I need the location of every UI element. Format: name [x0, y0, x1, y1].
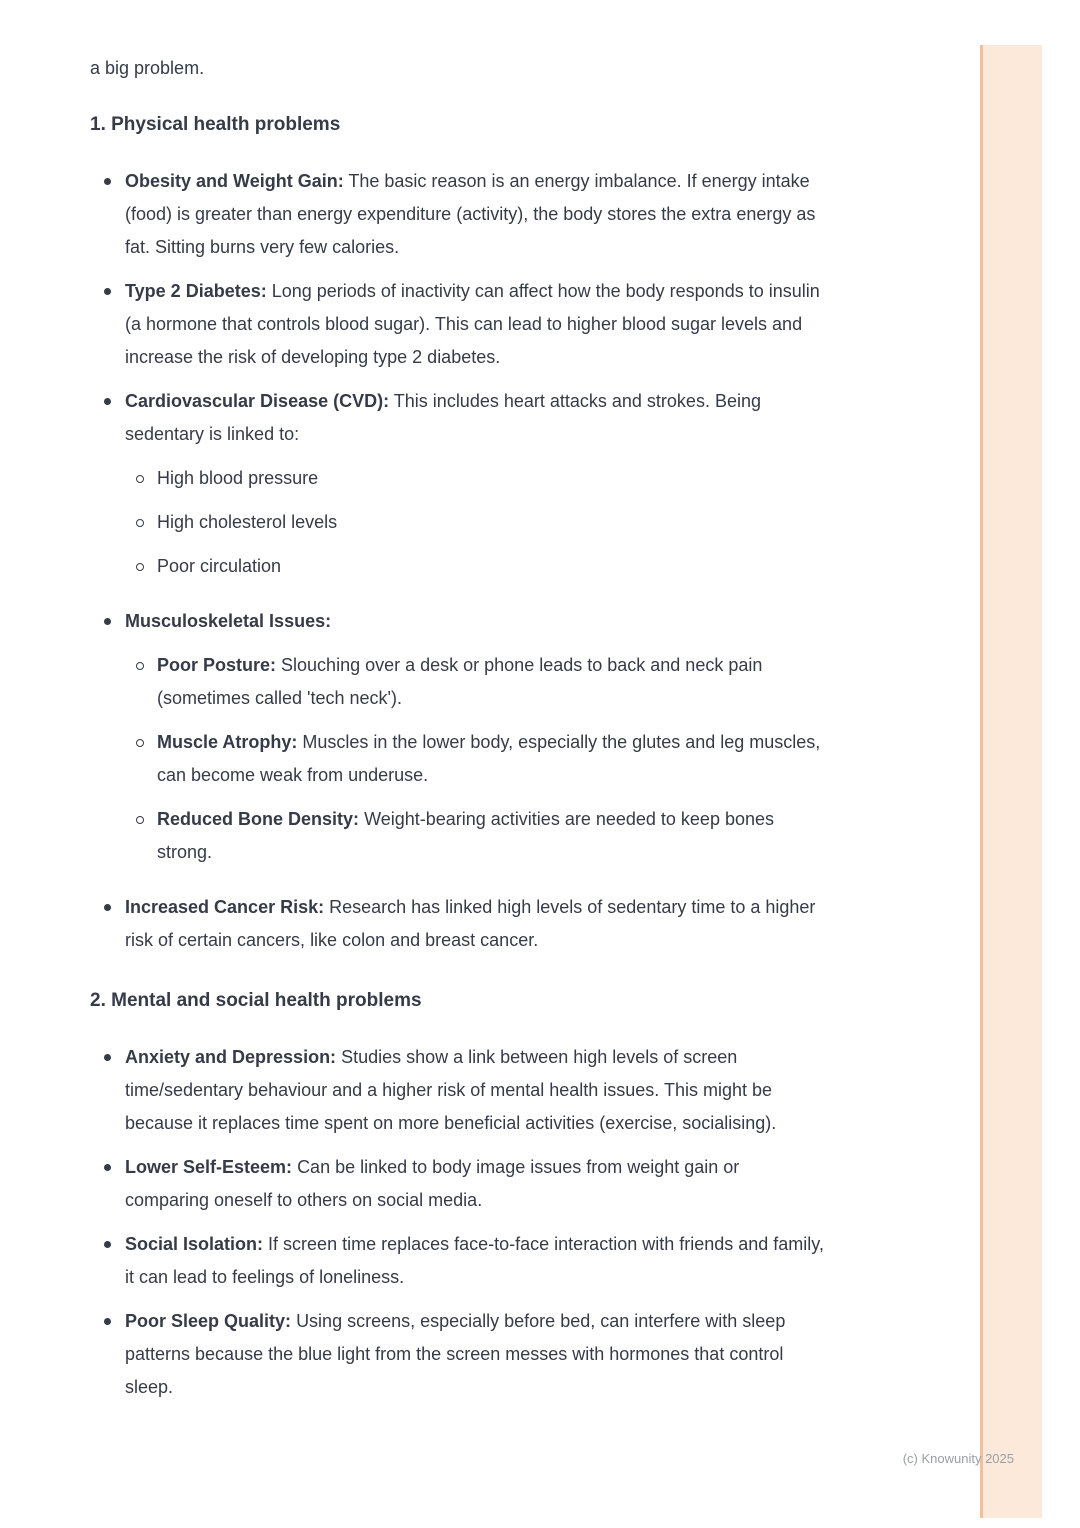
circle-bullet-icon: [136, 475, 144, 483]
list-item-sleep-quality: [104, 1305, 860, 1404]
bullet-icon: [104, 1318, 111, 1325]
sublist-item-text: High blood pressure: [157, 468, 319, 488]
list-item-term: Increased Cancer Risk:: [125, 897, 325, 917]
list-item-text: Research has linked high levels of sedentary time to a higher risk of certain cancers, like colon and breast cancer.: [125, 897, 816, 950]
circle-bullet-icon: [136, 662, 144, 670]
bullet-icon: [104, 1241, 111, 1248]
sublist-item-term: Reduced Bone Density:: [157, 809, 360, 829]
list-item-diabetes: [104, 275, 860, 374]
sublist-item-cholesterol: [136, 506, 825, 539]
list-item-term: Anxiety and Depression:: [125, 1047, 337, 1067]
mental-health-list: [90, 1041, 860, 1404]
circle-bullet-icon: [136, 519, 144, 527]
sublist-item-text: Muscles in the lower body, especially the glutes and leg muscles, can become weak from underuse.: [157, 732, 821, 785]
intro-paragraph: a big problem.: [90, 58, 205, 78]
list-item-obesity: [104, 165, 860, 264]
bullet-icon: [104, 904, 111, 911]
circle-bullet-icon: [136, 816, 144, 824]
list-item-text: Studies show a link between high levels of screen time/sedentary behaviour and a higher risk of mental health issues. This might be because it replaces time spent on more beneficial activities (exercise, socialising).: [125, 1047, 777, 1133]
sublist-item-bone-density: [136, 803, 825, 869]
list-item-text: Using screens, especially before bed, can interfere with sleep patterns because the blue light from the screen messes with hormones that control sleep.: [125, 1311, 786, 1397]
list-item-term: Cardiovascular Disease (CVD):: [125, 391, 390, 411]
list-item-text: Long periods of inactivity can affect how the body responds to insulin (a hormone that controls blood sugar). This can lead to higher blood sugar levels and increase the risk of developing type 2 diabetes.: [125, 281, 820, 367]
sublist-item-text: Weight-bearing activities are needed to keep bones strong.: [157, 809, 774, 862]
sublist-item-text: High cholesterol levels: [157, 512, 338, 532]
sublist-item-posture: [136, 649, 825, 715]
list-item-text: This includes heart attacks and strokes. Being sedentary is linked to:: [125, 391, 761, 444]
section-heading-mental: 2. Mental and social health problems: [90, 990, 422, 1011]
bullet-icon: [104, 618, 111, 625]
sublist-item-term: Muscle Atrophy:: [157, 732, 298, 752]
bullet-icon: [104, 1054, 111, 1061]
physical-health-list: [90, 165, 860, 957]
sublist-item-text: Slouching over a desk or phone leads to back and neck pain (sometimes called 'tech neck').: [157, 655, 763, 708]
list-item-term: Obesity and Weight Gain:: [125, 171, 344, 191]
list-item-cvd: [104, 385, 860, 594]
page-edge-stripe: [980, 45, 1042, 1518]
list-item-social-isolation: [104, 1228, 860, 1294]
sublist-item-text: Poor circulation: [157, 556, 282, 576]
bullet-icon: [104, 178, 111, 185]
sublist-item-atrophy: [136, 726, 825, 792]
musculoskeletal-sublist: [125, 649, 825, 869]
list-item-self-esteem: [104, 1151, 860, 1217]
list-item-text: The basic reason is an energy imbalance. If energy intake (food) is greater than energy expenditure (activity), the body stores the extra energy as fat. Sitting burns very few calories.: [125, 171, 816, 257]
list-item-term: Type 2 Diabetes:: [125, 281, 267, 301]
list-item-anxiety: [104, 1041, 860, 1140]
cvd-sublist: [125, 462, 825, 583]
circle-bullet-icon: [136, 563, 144, 571]
sublist-item-circulation: [136, 550, 825, 583]
list-item-cancer-risk: [104, 891, 860, 957]
bullet-icon: [104, 1164, 111, 1171]
list-item-text: If screen time replaces face-to-face interaction with friends and family, it can lead to feelings of loneliness.: [125, 1234, 824, 1287]
bullet-icon: [104, 288, 111, 295]
list-item-musculoskeletal: [104, 605, 860, 880]
copyright-watermark: (c) Knowunity 2025: [902, 1451, 1014, 1466]
list-item-term: Social Isolation:: [125, 1234, 264, 1254]
list-item-text: Can be linked to body image issues from weight gain or comparing oneself to others on social media.: [125, 1157, 740, 1210]
sublist-item-blood-pressure: [136, 462, 825, 495]
list-item-term: Poor Sleep Quality:: [125, 1311, 292, 1331]
section-heading-physical: 1. Physical health problems: [90, 114, 341, 135]
sublist-item-term: Poor Posture:: [157, 655, 277, 675]
circle-bullet-icon: [136, 739, 144, 747]
list-item-term: Musculoskeletal Issues:: [125, 611, 332, 631]
list-item-term: Lower Self-Esteem:: [125, 1157, 293, 1177]
bullet-icon: [104, 398, 111, 405]
